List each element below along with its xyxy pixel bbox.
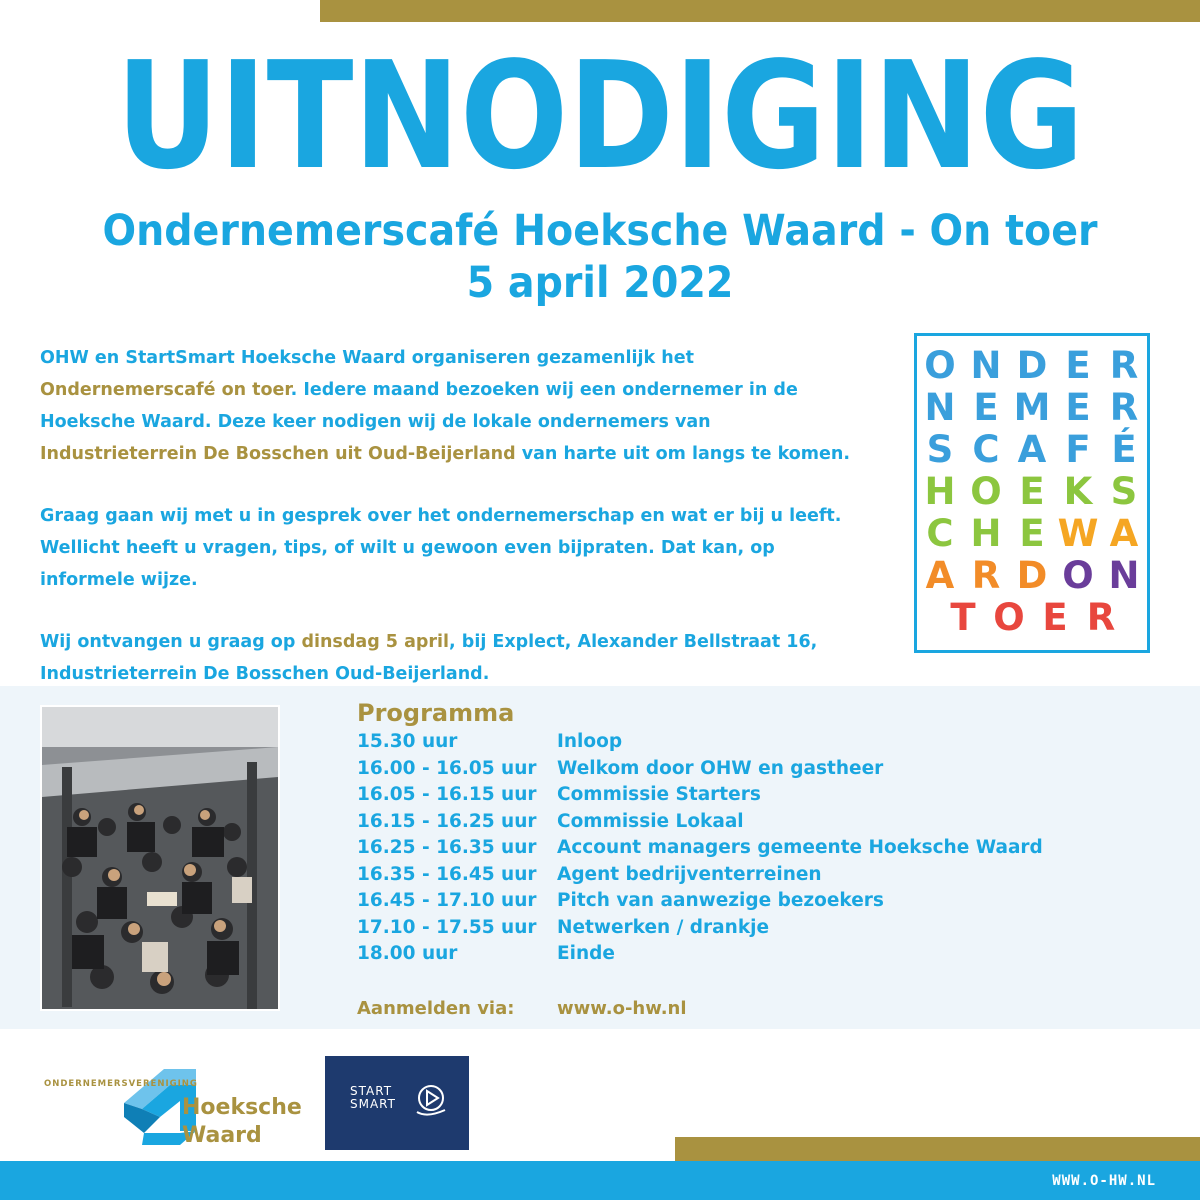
aanmelden-label: Aanmelden via: [357,998,515,1019]
logo-row [917,388,1147,428]
logo-letter: K [1063,470,1093,513]
startsmart-line1: START [350,1084,393,1098]
programma-description: Pitch van aanwezige bezoekers [557,890,884,911]
startsmart-line2: SMART [350,1097,396,1111]
logo-letter: R [971,554,1001,597]
programma-description: Welkom door OHW en gastheer [557,757,884,779]
ondernemerscafe-logo [914,333,1150,653]
logo-letter: S [926,428,954,471]
logo-letter: O [970,470,1002,513]
programma-description: Agent bedrijventerreinen [557,863,822,885]
logo-letter: E [1065,344,1091,387]
programma-time: 16.25 - 16.35 uur [357,837,537,858]
crowd-photo-illustration [42,707,278,1009]
logo-letter: C [926,512,954,555]
bottom-blue-bar [0,1161,1200,1200]
programma-description: Netwerken / drankje [557,916,770,938]
logo-letter: W [1057,512,1099,555]
top-gold-bar [320,0,1200,22]
logo-letter: E [1042,596,1068,639]
logo-letter: O [924,344,956,387]
footer-url[interactable]: WWW.O-HW.NL [1052,1173,1156,1189]
programma-description: Inloop [557,731,623,752]
logo-row [917,514,1147,554]
logo-letter: O [1062,554,1094,597]
intro-paragraph-3 [40,626,860,690]
programma-time: 16.15 - 16.25 uur [357,810,537,832]
ohw-logo [36,1055,326,1155]
logo-letter: D [1016,344,1048,387]
logo-letter: D [1016,554,1048,597]
bottom-gold-bar [675,1137,1200,1161]
logo-row [917,556,1147,596]
programma-time: 16.35 - 16.45 uur [357,863,537,885]
programma-time: 16.00 - 16.05 uur [357,757,537,779]
logo-letter: N [924,386,956,429]
logo-letter: A [1109,512,1139,555]
logo-letter: T [950,596,976,639]
ohw-logo-small-text: ONDERNEMERSVERENIGING [44,1079,198,1089]
startsmart-logo [325,1056,469,1150]
intro-p1-part: van harte uit om langs te komen. [515,444,851,464]
intro-highlight-cafe: Ondernemerscafé on toer [40,380,291,400]
programma-description: Account managers gemeente Hoeksche Waard [557,837,1043,858]
logo-letter: O [993,596,1025,639]
logo-letter: R [1109,344,1139,387]
intro-text [40,342,860,720]
aanmelden-link[interactable]: www.o-hw.nl [557,998,687,1019]
logo-row [917,598,1147,638]
play-icon [415,1080,455,1120]
programma-description: Commissie Starters [557,784,761,805]
programma-title: Programma [357,699,515,727]
logo-letter: E [1065,386,1091,429]
programma-time: 15.30 uur [357,731,458,752]
logo-letter: E [973,386,999,429]
event-photo [40,705,280,1011]
intro-highlight-location: Industrieterrein De Bosschen uit Oud-Beijerland [40,444,516,464]
intro-p1-part: OHW en StartSmart Hoeksche Waard organiseren gezamenlijk het [40,348,694,368]
logo-letter: H [970,512,1002,555]
intro-paragraph-1 [40,342,860,470]
intro-p3-part: , bij Explect, Alexander Bellstraat 16, Industrieterrein De Bosschen Oud-Beijerland. [40,632,818,684]
intro-highlight-date: dinsdag 5 april [301,632,450,652]
logo-letter: F [1065,428,1091,471]
logo-letter: A [1017,428,1047,471]
page-title: UITNODIGING [115,30,1085,202]
event-date: 5 april 2022 [466,258,734,308]
intro-p1-part: . Iedere maand bezoeken wij een ondernemer in de Hoeksche Waard. Deze keer nodigen wij de lokale ondernemers van [40,380,798,432]
logo-letter: N [970,344,1002,387]
logo-letter: H [924,470,956,513]
event-subtitle: Ondernemerscafé Hoeksche Waard - On toer [102,206,1098,256]
logo-letter: E [1019,470,1045,513]
logo-letter: E [1019,512,1045,555]
logo-letter: A [925,554,955,597]
logo-letter: É [1111,428,1137,471]
logo-letter: S [1110,470,1138,513]
programma-description: Einde [557,943,615,964]
programma-time: 17.10 - 17.55 uur [357,916,537,938]
logo-letter: N [1108,554,1140,597]
ohw-logo-line1: Hoeksche [182,1095,302,1120]
logo-letter: R [1086,596,1116,639]
ohw-logo-line2: Waard [182,1123,262,1148]
logo-letter: R [1109,386,1139,429]
logo-row [917,472,1147,512]
programma-time: 16.05 - 16.15 uur [357,784,537,805]
intro-paragraph-2: Graag gaan wij met u in gesprek over het ondernemerschap en wat er bij u leeft. Wellicht heeft u vragen, tips, of wilt u gewoon even bijpraten. Dat kan, op informele wijze. [40,506,842,590]
intro-p3-part: Wij ontvangen u graag op [40,632,302,652]
programma-time: 18.00 uur [357,943,458,964]
logo-letter: M [1013,386,1051,429]
logo-letter: C [972,428,1000,471]
programma-time: 16.45 - 17.10 uur [357,890,537,911]
programma-description: Commissie Lokaal [557,810,744,832]
logo-row [917,430,1147,470]
logo-row [917,346,1147,386]
